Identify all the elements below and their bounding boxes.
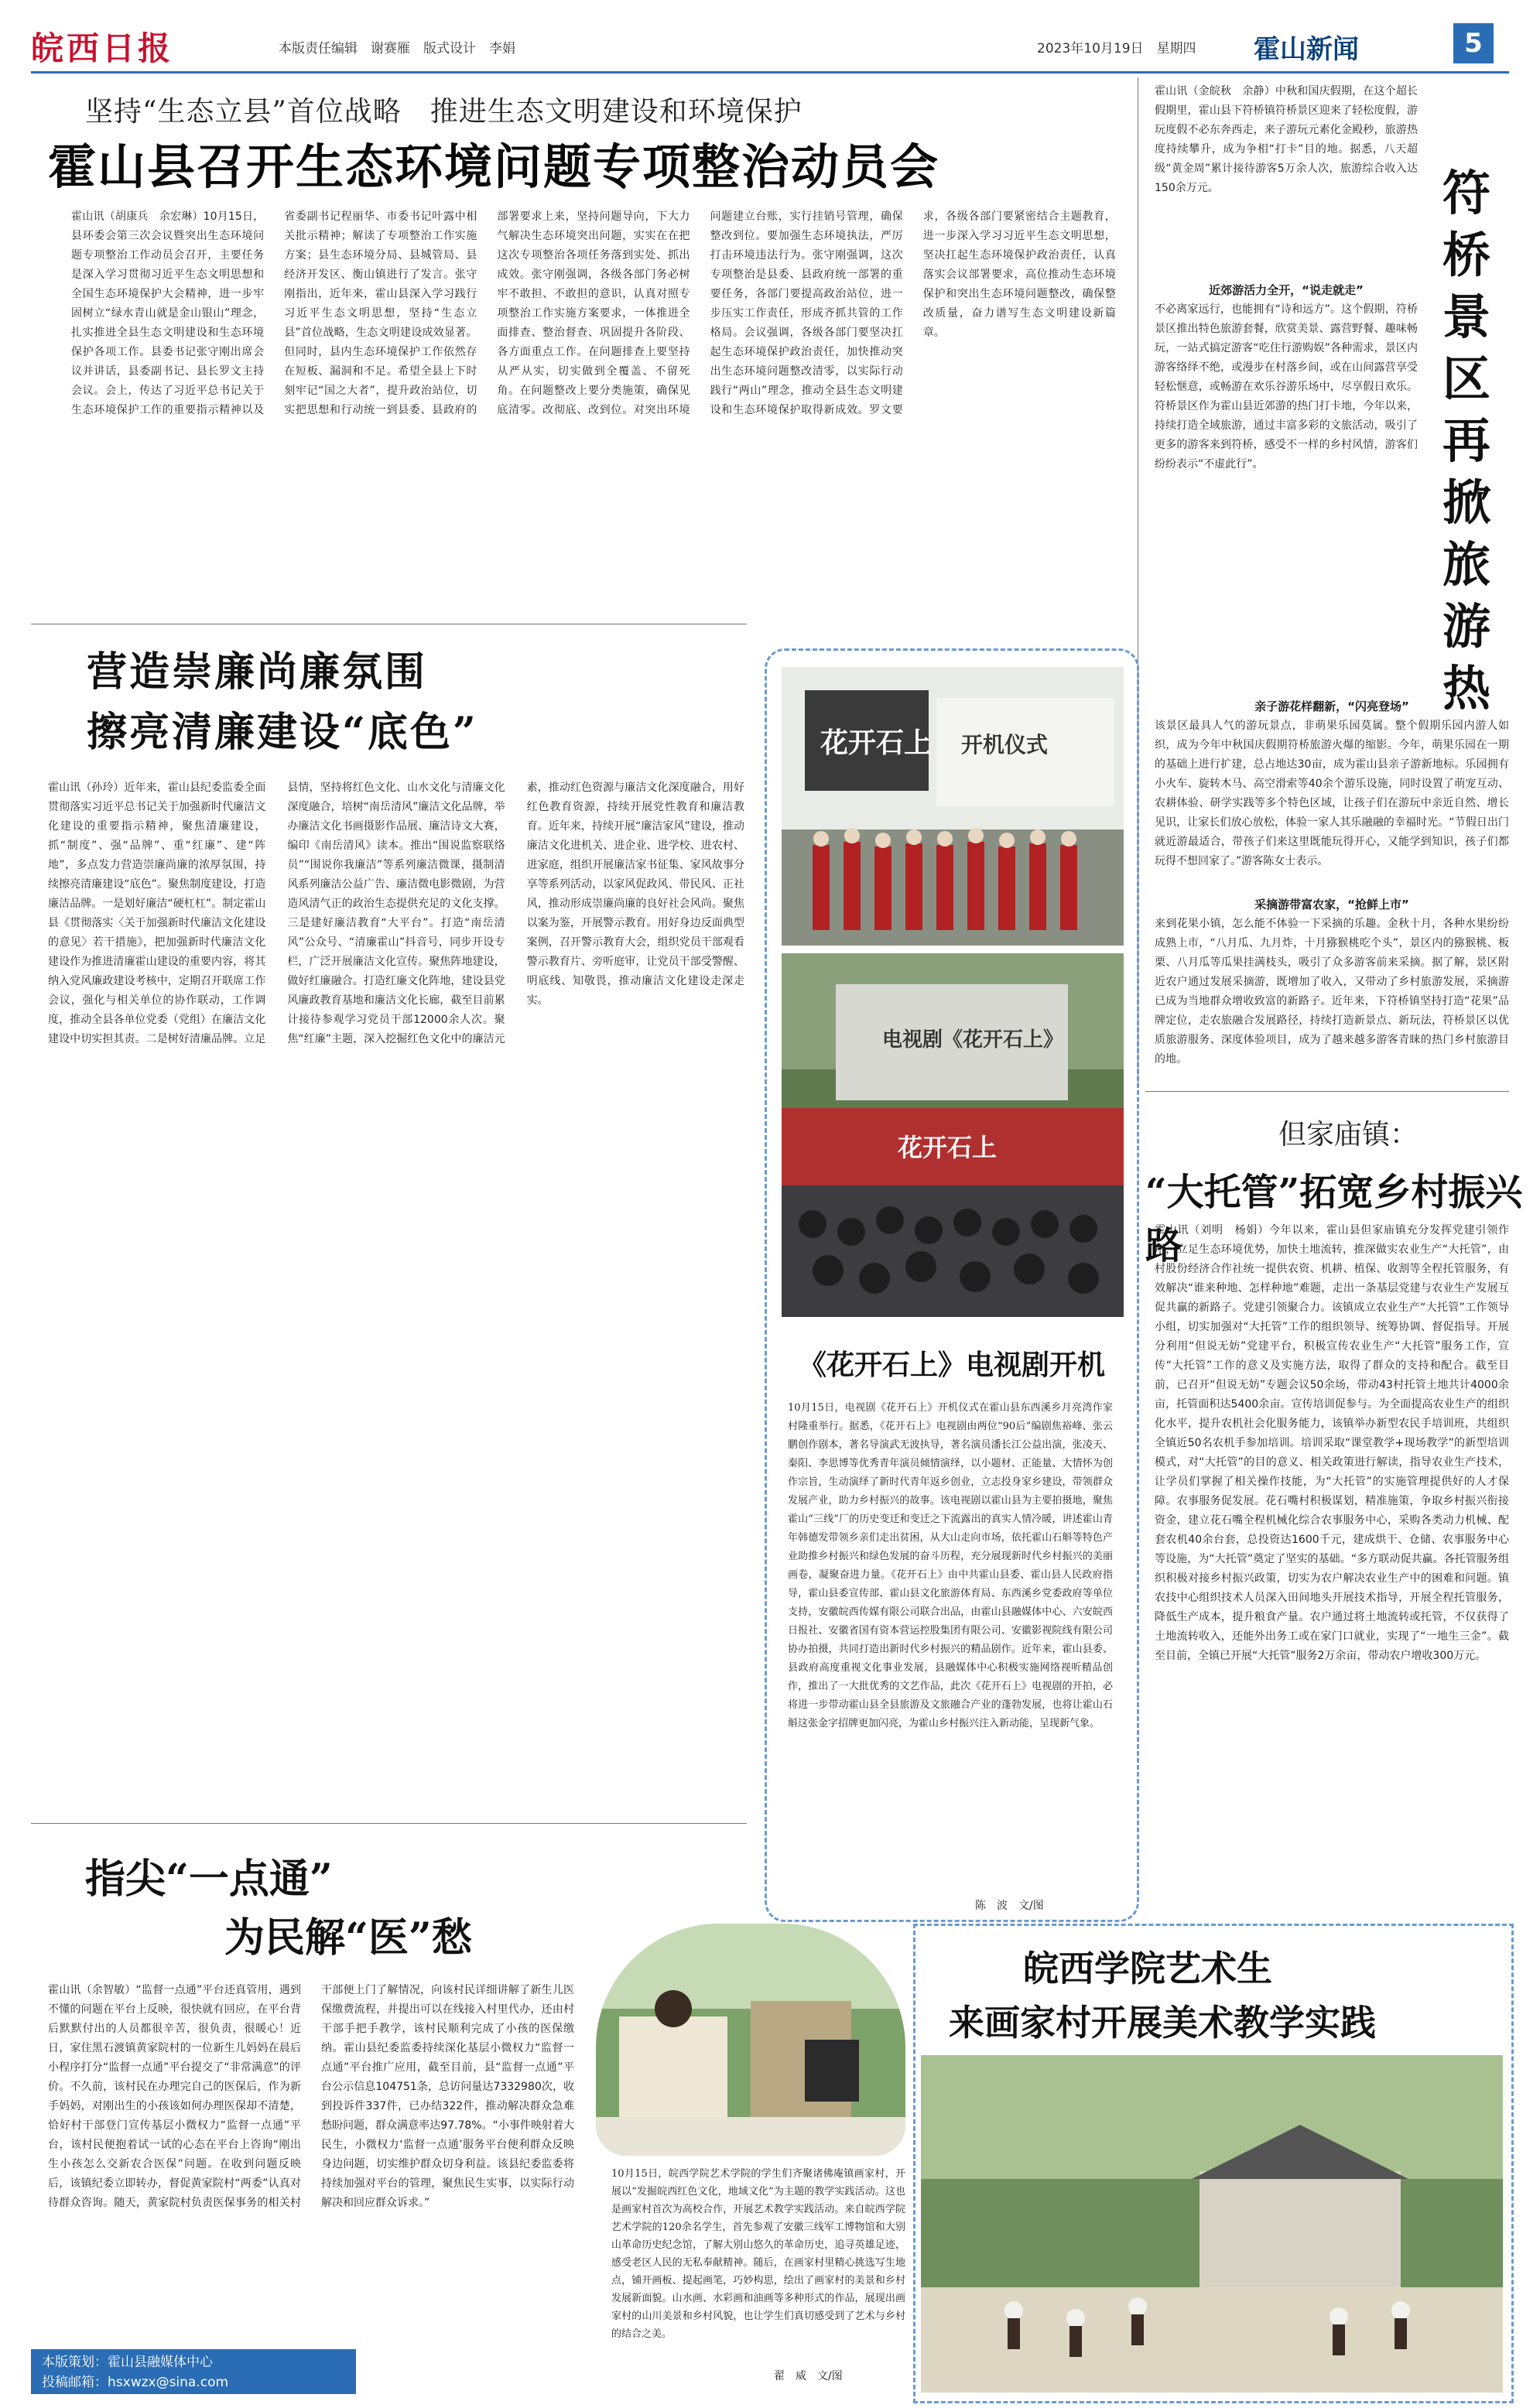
article5-subhead: 亲子游花样翻新，“闪亮登场”: [1254, 699, 1409, 713]
article5-body4: 来到花果小镇，怎么能不体验一下采摘的乐趣。金秋十月，各种水果纷纷成熟上市，“八月瓜、九月炸，十月猕猴桃吃个头”，景区内的猕猴桃、板栗、八月瓜等瓜果挂满枝头，吸引了众多游客前来采摘。据了解，景区附近农户通过发展采摘游，既增加了收入，又带动了乡村旅游发展，采摘游已成为当地群众增收致富的新路子。近年来，下符桥镇坚持打造“花果”品牌定位，走农旅融合发展路径，持续打造新景点、新玩法，符桥景区以优质旅游服务、深度体验项目，成为了越来越多游客青睐的热门乡村旅游目的地。: [1155, 918, 1509, 1065]
tv-launch-photo-bottom: [782, 953, 1124, 1317]
article4-headline: 《花开石上》电视剧开机: [798, 1349, 1105, 1381]
article5-body-main: [1155, 280, 1418, 690]
tv-launch-photo-top: [782, 667, 1124, 946]
article1-headline: 霍山县召开生态环境问题专项整治动员会: [48, 139, 940, 195]
article6-kicker: 但家庙镇：: [1278, 1119, 1419, 1151]
article6-headline: “大托管”拓宽乡村振兴路: [1145, 1171, 1523, 1267]
article7-byline: 翟 威 文/图: [774, 2370, 843, 2382]
article5-headline-char: 景: [1442, 289, 1490, 345]
article1-kicker: 坚持“生态立县”首位战略 推进生态文明建设和环境保护: [85, 96, 803, 128]
tv-launch-photo-top-caption: 开机仪式: [961, 732, 1049, 758]
article4-byline: 陈 波 文/图: [975, 1900, 1044, 1912]
art-students-photo-right-illustration: [921, 2055, 1503, 2393]
article5-headline-char: 热: [1442, 660, 1490, 717]
article4-body-block: [788, 1399, 1113, 1894]
footer-bar: [31, 2349, 356, 2394]
article7-headline-line2: 来画家村开展美术教学实践: [949, 2002, 1376, 2044]
tv-launch-photo-bottom-banner: 电视剧《花开石上》: [882, 1028, 1064, 1052]
section-title: 霍山新闻: [1254, 34, 1359, 65]
article5-headline-char: 再: [1442, 412, 1490, 469]
article5-body2: 不必离家远行，也能拥有“诗和远方”。这个假期，符桥景区推出特色旅游套餐，欣赏美景、露营野餐、趣味畅玩，一站式搞定游客“吃住行游购娱”各种需求，景区内游客络绎不绝，或漫步在村落乡间，或在山间露营享受轻松惬意，或畅游在欢乐谷游乐场中，尽享假日欢乐。符桥景区作为霍山县近郊游的热门打卡地，今年以来，持续打造全域旅游，通过丰富多彩的文旅活动，吸引了更多的游客来到符桥，感受不一样的乡村风情，游客们纷纷表示“不虚此行”。: [1155, 303, 1418, 470]
article5-headline-char: 游: [1442, 598, 1490, 655]
article3-headline-line2: 为民解“医”愁: [224, 1914, 472, 1962]
tv-launch-photo-top-title: 花开石上: [820, 727, 933, 759]
header-rule: [31, 71, 1509, 74]
editor-credits: 本版责任编辑 谢赛雁 版式设计 李娟: [279, 41, 515, 56]
art-students-photo-left-illustration: [596, 1924, 905, 2156]
issue-date: 2023年10月19日 星期四: [1037, 41, 1196, 56]
article7-headline-line1: 皖西学院艺术生: [1023, 1948, 1272, 1989]
article5-headline: [1424, 162, 1509, 720]
tv-launch-photo-top-illustration: [782, 667, 1124, 946]
newspaper-logo: 皖西日报: [31, 29, 174, 67]
article5-body3: 该景区最具人气的游玩景点，非萌果乐园莫属。整个假期乐园内游人如织，成为今年中秋国庆假期符桥旅游火爆的缩影。今年，萌果乐园在一期的基础上进行扩建，总占地达30亩，成为霍山县亲子游新地标。乐园拥有小火车、旋转木马、高空滑索等40余个游乐设施，同时设置了萌宠互动、农耕体验、研学实践等多个特色区域，让孩子们在游玩中亲近自然、增长见识，让家长们放心放松，体验一家人其乐融融的幸福时光。“节假日出门就近游最适合，带孩子们来这里既能玩得开心，又能学到知识，孩子们都玩得不想回家了。”游客陈女士表示。: [1155, 720, 1509, 867]
article4-body: 10月15日，电视剧《花开石上》开机仪式在霍山县东西溪乡月亮湾作家村隆重举行。据悉，《花开石上》电视剧由两位“90后”编剧焦裕峰、张云鹏创作剧本，著名导演武无波执导，著名演员潘长江公益出演，张凌天、秦阳、李思博等优秀青年演员倾情演绎，以小题材、正能量、大情怀为创作宗旨，生动演绎了新时代青年返乡创业，立志投身家乡建设，带领群众发展产业，助力乡村振兴的故事。该电视剧以霍山县为主要拍摄地，聚焦霍山“三线”厂的历史变迁和变迁之下流露出的真实人情冷暖，讲述霍山青年韩德发带领乡亲们走出贫困，从大山走向市场，依托霍山石斛等特色产业助推乡村振兴和绿色发展的奋斗历程，充分展现新时代乡村振兴的美丽画卷，凝聚奋进力量。《花开石上》由中共霍山县委、霍山县人民政府指导，霍山县委宣传部、霍山县文化旅游体育局、东西溪乡党委政府等单位支持，安徽皖西传媒有限公司联合出品，由霍山县融媒体中心、六安皖西日报社、安徽省国有资本营运控股集团有限公司、安徽影视院线有限公司协办拍摄，共同打造出新时代乡村振兴的精品剧作。近年来，霍山县委、县政府高度重视文化事业发展，县融媒体中心积极实施网络视听精品创作，推出了一大批优秀的文艺作品，此次《花开石上》电视剧的开拍，必将进一步带动霍山县全县旅游及文旅融合产业的蓬勃发展，也将让霍山石斛这张金字招牌更加闪亮，为霍山乡村振兴注入新动能，呈现新气象。: [788, 1402, 1113, 1729]
article5-headline-char: 区: [1442, 351, 1490, 407]
article5-headline-char: 符: [1442, 165, 1490, 221]
art-students-photo-left: [596, 1924, 905, 2156]
footer-email: 投稿邮箱：hsxwzx@sina.com: [42, 2375, 229, 2390]
footer-planner: 本版策划：霍山县融媒体中心: [42, 2355, 213, 2370]
tv-launch-photo-bottom-illustration: [782, 953, 1124, 1317]
article7-body-block: [611, 2165, 905, 2363]
article3-body: 霍山讯（余智敏）“监督一点通”平台还真管用，遇到不懂的问题在平台上反映，很快就有回应，在平台背后默默付出的人员都很辛苦，很负责，很暖心！近日，家住黑石渡镇黄家院村的一位新生儿妈妈在晨后小程序打分“监督一点通”平台提交了“非常满意”的评价。不久前，该村民在办理完自己的医保后，作为新手妈妈，对刚出生的小孩该如何办理医保却不清楚，恰好村干部登门宣传基层小微权力“监督一点通”平台，该村民便抱着试一试的心态在平台上咨询“刚出生小孩怎么交新农合医保”问题。在收到问题反映后，该镇纪委立即转办，督促黄家院村“两委”认真对待群众咨询。随天，黄家院村负责医保事务的相关村干部便上门了解情况，向该村民详细讲解了新生儿医保缴费流程，并提出可以在线接入村里代办，还由村干部手把手教学，该村民顺利完成了小孩的医保缴纳。霍山县纪委监委持续深化基层小微权力“监督一点通”平台推广应用，截至目前，县“监督一点通”平台公示信息104751条，总访问量达7332980次，收到投诉件337件，已办结322件，推动解决群众急难愁盼问题，群众满意率达97.78%。“小事件映射着大民生，小微权力‘监督一点通’服务平台便利群众反映身边问题，切实维护群众切身利益。该县纪委监委将持续加强对平台的管理，聚焦民生实事，以实际行动解决和回应群众诉求。”: [48, 1984, 574, 2209]
article5-headline-char: 桥: [1442, 227, 1490, 283]
article6-top-rule: [1145, 1091, 1509, 1092]
art-students-photo-right: [921, 2055, 1503, 2393]
article3-headline-line1: 指尖“一点通”: [85, 1856, 333, 1903]
article2-headline-line2: 擦亮清廉建设“底色”: [87, 709, 478, 756]
page-number: 5: [1453, 23, 1494, 63]
article7-body: 10月15日，皖西学院艺术学院的学生们齐聚诸佛庵镇画家村，开展以“发掘皖西红色文化，地域文化”为主题的教学实践活动。这也是画家村首次为高校合作，开展艺术教学实践活动。来自皖西学院艺术学院的120余名学生，首先参观了安徽三线军工博物馆和大别山革命历史纪念馆，了解大别山悠久的革命历史，追寻英雄足迹，感受老区人民的无私奉献精神。随后，在画家村里精心挑选写生地点，铺开画板、提起画笔，巧妙构思，绘出了画家村的美景和乡村发展新面貌。山水画、水彩画和油画等多种形式的作品，展现出画家村的山川美景和乡村风貌，也让学生们真切感受到了艺术与乡村的结合之美。: [611, 2168, 905, 2340]
article2-body: 霍山讯（孙玲）近年来，霍山县纪委监委全面贯彻落实习近平总书记关于加强新时代廉洁文化建设的重要指示精神，聚焦清廉建设，抓“制度”、强“品牌”、重“红廉”、建“阵地”，多点发力营造崇廉尚廉的浓厚氛围，持续擦亮清廉建设“底色”。聚焦制度建设，打造廉洁品牌。一是划好廉洁“硬杠杠”。制定霍山县《贯彻落实〈关于加强新时代廉洁文化建设的意见〉若干措施》，把加强新时代廉洁文化建设作为推进清廉霍山建设的重要内容，将其纳入党风廉政建设考核中，定期召开联席工作会议，强化与相关单位的协作联动，工作调度，推动全县各单位党委（党组）在廉洁文化建设中切实担其责。二是树好清廉品牌。立足县情，坚持将红色文化、山水文化与清廉文化深度融合，培树“南岳清风”廉洁文化品牌，举办廉洁文化书画摄影作品展、廉洁诗文大赛，编印《南岳清风》读本。推出“围说监察联络员”“围说你我廉洁”等系列廉洁微课，摄制清风系列廉洁公益广告、廉洁微电影微剧，为营造风清气正的政治生态提供充足的文化支撑。三是建好廉洁教育“大平台”。打造“南岳清风”公众号、“清廉霍山”抖音号，同步开设专栏，广泛开展廉洁文化宣传。聚焦阵地建设，做好红廉融合。打造红廉文化阵地，建设县党风廉政教育基地和廉洁文化长廊，截至目前累计接待参观学习党员干部12000余人次。聚焦“红廉”主题，深入挖掘红色文化中的廉洁元素，推动红色资源与廉洁文化深度融合，用好红色教育资源，持续开展党性教育和廉洁教育。近年来，持续开展“廉洁家风”建设，推动廉洁文化进机关、进企业、进学校、进农村、进家庭，组织开展廉洁家书征集、家风故事分享等系列活动，以家风促政风、带民风、正社风，推动形成崇廉尚廉的良好社会风尚。聚焦以案为鉴，开展警示教育。用好身边反面典型案例，召开警示教育大会，组织党员干部观看警示教育片、旁听庭审，让党员干部受警醒、明底线、知敬畏，推动廉洁文化建设走深走实。: [48, 782, 744, 1045]
article5-headline-char: 旅: [1442, 536, 1490, 593]
article6-body: 霍山讯（刘明 杨娟）今年以来，霍山县但家庙镇充分发挥党建引领作用，立足生态环境优势，加快土地流转，推深做实农业生产“大托管”，由村股份经济合作社统一提供农资、机耕、植保、收割等全程托管服务，有效解决“谁来种地、怎样种地”难题，走出一条基层党建与农业生产发展互促共赢的新路子。党建引领聚合力。该镇成立农业生产“大托管”工作领导小组，切实加强对“大托管”工作的组织领导、统筹协调、督促指导。开展分利用“但说无妨”党建平台，积极宣传农业生产“大托管”服务工作，宣传“大托管”工作的意义及实施方法，取得了群众的支持和配合。截至目前，已召开“但说无妨”专题会议50余场，带动43村托管土地共计4000余亩，托管面积达5400余亩。宣传培训促参与。为全面提高农业生产的组织化水平，提升农机社会化服务能力，该镇举办新型农民手培训班，共组织全镇近50名农机手参加培训。培训采取“课堂教学+现场教学”的新型培训模式，对“大托管”的目的意义、相关政策进行解读，指导农业生产技术，让学员们掌握了相关操作技能，为“大托管”的实施管理提供好的人才保障。农事服务促发展。花石嘴村积极谋划，精准施策，争取乡村振兴衔接资金，建立花石嘴全程机械化综合农事服务中心，采购各类动力机械、配套农机40余台套，总投资达1600千元，建成烘干、仓储、农事服务中心等设施，为“大托管”奠定了坚实的基础。“多方联动促共赢。各托管服务组织积极对接乡村振兴政策，切实为农户解决农业生产中的困难和问题。镇农技中心组织技术人员深入田间地头开展技术指导，开展全程托管服务，降低生产成本，提升粮食产量。农户通过将土地流转或托管，不仅获得了土地流转收入，还能外出务工或在家门口就业，实现了“一地生三金”。截至目前，全镇已开展“大托管”服务2万余亩，带动农户增收300万元。: [1155, 1224, 1509, 1662]
article5-subhead: 近郊游活力全开，“说走就走”: [1209, 283, 1364, 297]
article5-headline-char: 掀: [1442, 474, 1490, 531]
article5-body1: 霍山讯（金皖秋 余静）中秋和国庆假期，在这个超长假期里，霍山县下符桥镇符桥景区迎来了轻松度假，游玩度假不必东奔西走，来子游玩元素化金殿秒，旅游热度持续攀升，成为争相“打卡”目的地。据悉，八天超级“黄金周”累计接待游客5万余人次，旅游综合收入达150余万元。: [1155, 85, 1418, 194]
article5-body-intro: [1155, 82, 1418, 280]
article1-body: 霍山讯（胡康兵 余宏琳）10月15日，县环委会第三次会议暨突出生态环境问题专项整治工作动员会召开，主要任务是深入学习贯彻习近平生态文明思想和全国生态环境保护大会精神，进一步牢固树立“绿水青山就是金山银山”理念，扎实推进全县生态文明建设和生态环境保护各项工作。县委书记张守刚出席会议并讲话，县委副书记、县长罗文主持会议。会上，传达了习近平总书记关于生态环境保护工作的重要指示精神以及省委副书记程丽华、市委书记叶露中相关批示精神；解读了专项整治工作实施方案；县生态环境分局、县城管局、县经济开发区、衡山镇进行了发言。张守刚指出，近年来，霍山县深入学习践行习近平生态文明思想，坚持“生态立县”首位战略，生态文明建设成效显著。但同时，县内生态环境保护工作依然存在短板、漏洞和不足。希望全县上下时刻牢记“国之大者”，提升政治站位，切实把思想和行动统一到县委、县政府的部署要求上来，坚持问题导向，下大力气解决生态环境突出问题，实实在在把这次专项整治各项任务落到实处、抓出成效。张守刚强调，各级各部门务必树牢不敢担、不敢担的意识，认真对照专项整治工作实施方案要求，一体推进全面排查、整治督查、巩固提升各阶段、各方面重点工作。在问题排查上要坚持从严从实，切实做到全覆盖、不留死角。在问题整改上要分类施策，确保见底清零。改彻底、改到位。对突出环境问题建立台账，实行挂销号管理，确保整改到位。要加强生态环境执法，严厉打击环境违法行为。张守刚强调，这次专项整治是县委、县政府统一部署的重要任务，各部门要提高政治站位，进一步压实工作责任，形成齐抓共管的工作格局。会议强调，各级各部门要坚决扛起生态环境保护政治责任，加快推动突出生态环境问题整改清零，以实际行动践行“两山”理念，推动全县生态文明建设和生态环境保护取得新成效。罗文要求，各级各部门要紧密结合主题教育，进一步深入学习习近平生态文明思想，坚决扛起生态环境保护政治责任，认真落实会议部署要求，高位推动生态环境保护和突出生态环境问题整改，确保整改质量，奋力谱写生态文明建设新篇章。: [71, 210, 1116, 416]
tv-launch-photo-bottom-stage-text: 花开石上: [898, 1133, 998, 1162]
article3-top-rule: [31, 1823, 747, 1824]
article5-subhead: 采摘游带富农家，“抢鲜上市”: [1254, 898, 1409, 912]
article5-body-lower: [1155, 696, 1509, 1079]
article2-headline-line1: 营造崇廉尚廉氛围: [87, 648, 428, 696]
